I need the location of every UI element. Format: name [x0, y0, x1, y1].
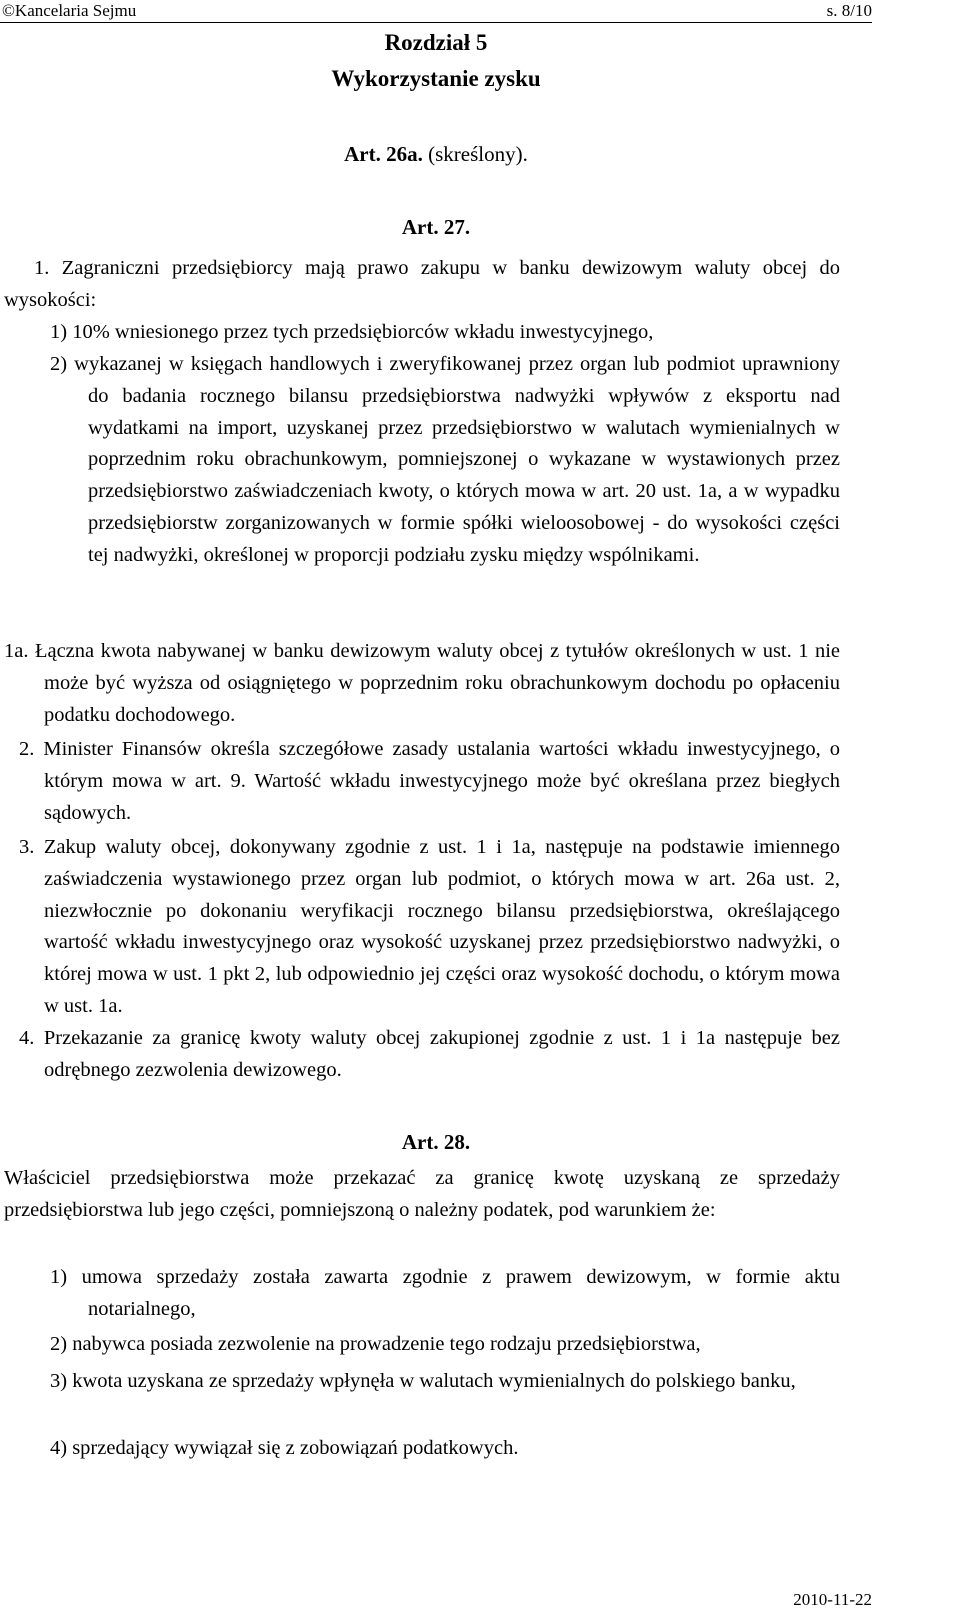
art28-heading [0, 1128, 872, 1156]
art26a-label: Art. 26a. [344, 142, 423, 166]
art28-item-1: 1) umowa sprzedaży została zawarta zgodnie z prawem dewizowym, w formie aktu notarialnego, [50, 1266, 840, 1320]
art27-paragraph-1: 1. Zagraniczni przedsiębiorcy mają prawo zakupu w banku dewizowym waluty obcej do wysokości: [4, 257, 840, 311]
art26a-heading [0, 140, 872, 168]
art28-item-3: 3) kwota uzyskana ze sprzedaży wpłynęła w walutach wymienialnych do polskiego banku, [50, 1370, 796, 1392]
art26a-note: (skreślony). [428, 142, 528, 166]
art28-item-2: 2) nabywca posiada zezwolenie na prowadzenie tego rodzaju przedsiębiorstwa, [50, 1333, 701, 1355]
art27-paragraph-4: 4. Przekazanie za granicę kwoty waluty obcej zakupionej zgodnie z ust. 1 i 1a następuje bez odrębnego zezwolenia dewizowego. [19, 1027, 840, 1081]
art27-label: Art. 27. [401, 215, 471, 239]
art28-intro: Właściciel przedsiębiorstwa może przekazać za granicę kwotę uzyskaną ze sprzedaży przedsiębiorstwa lub jego części, pomniejszoną o należny podatek, pod warunkiem że: [4, 1167, 840, 1221]
chapter-title: Wykorzystanie zysku [331, 66, 541, 91]
art27-item-2: 2) wykazanej w księgach handlowych i zweryfikowanej przez organ lub podmiot uprawniony do badania rocznego bilansu przedsiębiorstwa nadwyżki wpływów z eksportu nad wydatkami na import, uzyskanej przez przedsiębiorstwo w walutach wymienialnych w poprzednim roku obrachunkowym, pomniejszonej o wykazane w wystawionych przez przedsiębiorstwo zaświadczeniach kwoty, o których mowa w art. 20 ust. 1a, a w wypadku przedsiębiorstw zorganizowanych w formie spółki wieloosobowej - do wysokości części tej nadwyżki, określonej w proporcji podziału zysku między wspólnikami. [50, 353, 840, 566]
header-page-number: s. 8/10 [826, 1, 872, 20]
footer-date: 2010-11-22 [793, 1590, 872, 1609]
art28-label: Art. 28. [401, 1130, 471, 1154]
art27-paragraph-2: 2. Minister Finansów określa szczegółowe zasady ustalania wartości wkładu inwestycyjnego, o którym mowa w art. 9. Wartość wkładu inwestycyjnego może być określana przez biegłych sądowych. [19, 738, 840, 824]
art27-paragraph-3: 3. Zakup waluty obcej, dokonywany zgodnie z ust. 1 i 1a, następuje na podstawie imiennego zaświadczenia wystawionego przez organ lub podmiot, o których mowa w art. 26a ust. 2, niezwłocznie po dokonaniu weryfikacji rocznego bilansu przedsiębiorstwa, określającego wartość wkładu inwestycyjnego oraz wysokość uzyskanej przez przedsiębiorstwo nadwyżki, o której mowa w ust. 1 pkt 2, lub odpowiednio jej części oraz wysokość dochodu, o którym mowa w ust. 1a. [19, 836, 840, 1017]
art27-paragraph-1a: 1a. Łączna kwota nabywanej w banku dewizowym waluty obcej z tytułów określonych w ust. 1 nie może być wyższa od osiągniętego w poprzednim roku obrachunkowym dochodu po opłaceniu podatku dochodowego. [4, 640, 840, 726]
art27-heading [0, 213, 872, 241]
header-rule [0, 22, 872, 23]
art28-item-4: 4) sprzedający wywiązał się z zobowiązań podatkowych. [50, 1437, 519, 1459]
chapter-number: Rozdział 5 [384, 30, 488, 55]
art27-item-1: 1) 10% wniesionego przez tych przedsiębiorców wkładu inwestycyjnego, [50, 321, 654, 343]
header-publisher: ©Kancelaria Sejmu [2, 1, 137, 20]
